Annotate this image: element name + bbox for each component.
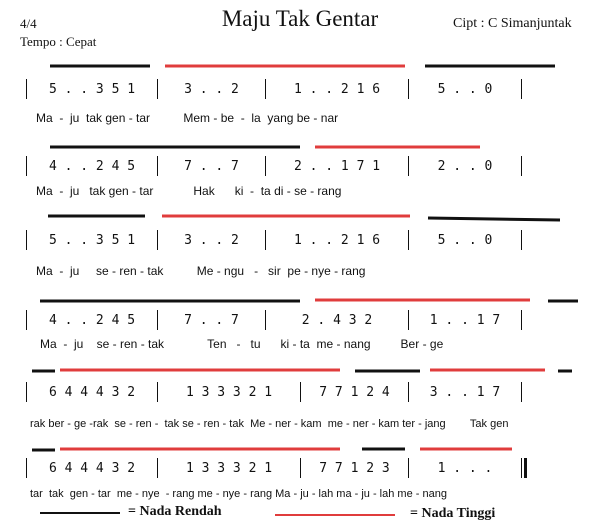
barline <box>521 310 522 330</box>
legend-high-label: = Nada Tinggi <box>410 506 496 521</box>
legend-low-label: = Nada Rendah <box>128 504 222 519</box>
barline <box>408 79 409 99</box>
barline <box>521 382 522 402</box>
legend-low-swatch <box>40 512 120 514</box>
barline <box>300 382 301 402</box>
notation-row-5 <box>20 382 580 402</box>
measure: 5 . . 3 5 1 <box>48 232 136 248</box>
lyrics-line-4: Ma - ju se - ren - tak Ten - tu ki - ta me - nang Ber - ge <box>40 337 444 351</box>
final-barline <box>524 458 527 478</box>
measure: 5 . . 0 <box>437 81 493 97</box>
barline <box>26 156 27 176</box>
measure: 5 . . 3 5 1 <box>48 81 136 97</box>
barline <box>408 230 409 250</box>
measure: 1 3 3 3 2 1 <box>185 460 273 476</box>
measure: 6 4 4 4 3 2 <box>48 384 136 400</box>
measure: 3 . . 2 <box>184 81 239 97</box>
barline <box>408 458 409 478</box>
measure: 7 7 1 2 3 <box>319 460 390 476</box>
composer-credit: Cipt : C Simanjuntak <box>453 16 572 31</box>
lyrics-line-1: Ma - ju tak gen - tar Mem - be - la yang be - nar <box>36 111 339 125</box>
lyrics-line-3: Ma - ju se - ren - tak Me - ngu - sir pe - nye - rang <box>36 264 366 278</box>
barline <box>157 458 158 478</box>
measure: 2 . 4 3 2 <box>301 312 373 328</box>
barline <box>408 156 409 176</box>
barline <box>26 310 27 330</box>
barline <box>408 310 409 330</box>
barline <box>265 79 266 99</box>
measure: 1 . . . <box>437 460 493 476</box>
barline <box>26 458 27 478</box>
barline <box>157 310 158 330</box>
measure: 2 . . 1 7 1 <box>293 158 381 174</box>
song-title: Maju Tak Gentar <box>221 6 379 31</box>
barline <box>521 230 522 250</box>
lyrics-line-6: tar tak gen - tar me - nye - rang me - nye - rang Ma - ju - lah ma - ju - lah me - nang <box>30 488 447 500</box>
notation-row-3 <box>20 230 580 250</box>
measure: 7 . . 7 <box>184 312 239 328</box>
barline <box>157 382 158 402</box>
notation-row-4 <box>20 310 580 330</box>
notation-row-2 <box>20 156 580 176</box>
barline <box>265 156 266 176</box>
barline <box>521 79 522 99</box>
measure: 1 3 3 3 2 1 <box>185 384 273 400</box>
barline <box>300 458 301 478</box>
barline <box>521 458 522 478</box>
barline <box>265 230 266 250</box>
tempo-marking: Tempo : Cepat <box>20 34 97 49</box>
barline <box>26 230 27 250</box>
measure: 3 . . 2 <box>184 232 239 248</box>
barline <box>265 310 266 330</box>
measure: 1 . . 2 1 6 <box>293 232 381 248</box>
lyrics-line-5: rak ber - ge -rak se - ren - tak se - ren - tak Me - ner - kam me - ner - kam ter - jang Tak gen <box>30 418 509 430</box>
barline <box>157 156 158 176</box>
measure: 3 . . 1 7 <box>429 384 501 400</box>
measure: 4 . . 2 4 5 <box>48 158 136 174</box>
barline <box>157 79 158 99</box>
barline <box>26 79 27 99</box>
barline <box>157 230 158 250</box>
measure: 1 . . 1 7 <box>429 312 501 328</box>
barline <box>26 382 27 402</box>
barline <box>408 382 409 402</box>
measure: 5 . . 0 <box>437 232 493 248</box>
measure: 6 4 4 4 3 2 <box>48 460 136 476</box>
notation-row-6 <box>20 458 580 478</box>
lyrics-line-2: Ma - ju tak gen - tar Hak ki - ta di - se - rang <box>36 184 342 198</box>
measure: 7 . . 7 <box>184 158 239 174</box>
notation-row-1 <box>20 79 580 99</box>
measure: 7 7 1 2 4 <box>319 384 390 400</box>
legend <box>0 500 600 526</box>
measure: 1 . . 2 1 6 <box>293 81 381 97</box>
legend-high-swatch <box>275 514 395 516</box>
time-signature: 4/4 <box>20 16 37 31</box>
barline <box>521 156 522 176</box>
measure: 2 . . 0 <box>437 158 493 174</box>
measure: 4 . . 2 4 5 <box>48 312 136 328</box>
